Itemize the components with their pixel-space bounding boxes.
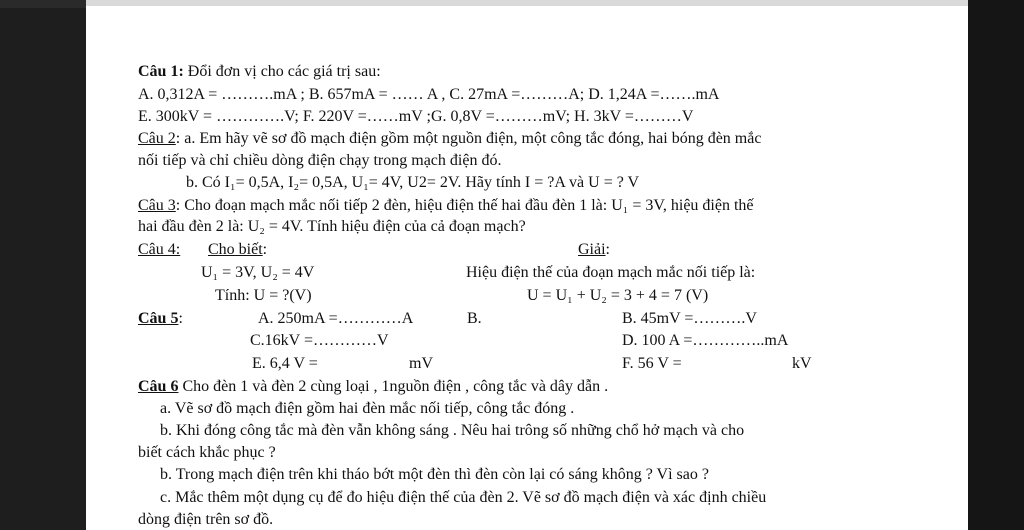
question-5-item-d: D. 100 A =…………..mA bbox=[622, 332, 789, 349]
question-5-item-e: E. 6,4 V = bbox=[252, 355, 318, 372]
question-3-text: : Cho đoạn mạch mắc nối tiếp 2 đèn, hiệu điện thế hai đầu đèn 1 là: U₁ = 3V, hiệu điện thế bbox=[175, 197, 754, 214]
question-6-part-c-cont: dòng điện trên sơ đồ. bbox=[138, 511, 274, 528]
question-5-item-e-unit: mV bbox=[409, 355, 433, 372]
question-1-label: Câu 1: bbox=[138, 63, 184, 80]
question-2-text: : a. Em hãy vẽ sơ đồ mạch điện gồm một nguồn điện, một công tắc đóng, hai bóng đèn mắc bbox=[175, 130, 762, 147]
question-2-label: Câu 2 bbox=[138, 130, 176, 147]
question-6-part-a: a. Vẽ sơ đồ mạch điện gồm hai đèn mắc nối tiếp, công tắc đóng . bbox=[160, 400, 575, 417]
question-6-part-b1: b. Khi đóng công tắc mà đèn vẫn không sáng . Nêu hai trông số những chổ hở mạch và cho bbox=[160, 422, 745, 439]
question-6-label: Câu 6 bbox=[138, 378, 179, 395]
question-5-item-b: B. 45mV =……….V bbox=[622, 310, 757, 327]
question-5-label: Câu 5: bbox=[138, 310, 183, 327]
question-3-label: Câu 3 bbox=[138, 197, 176, 214]
question-4-given-values: U₁ = 3V, U₂ = 4V bbox=[201, 264, 315, 281]
question-5-item-f: F. 56 V = bbox=[622, 355, 682, 372]
question-4-label: Câu 4: bbox=[138, 241, 181, 258]
question-5-item-a: A. 250mA =…………A bbox=[258, 310, 414, 327]
question-4-given-heading: Cho biết: bbox=[208, 241, 268, 258]
question-1-row-a: A. 0,312A = ……….mA ; B. 657mA = …… A , C. 27mA =………A; D. 1,24A =…….mA bbox=[138, 86, 720, 103]
question-4-solution-line-1: Hiệu điện thế của đoạn mạch mắc nối tiếp là: bbox=[466, 264, 756, 281]
question-2-text-cont: nối tiếp và chỉ chiều dòng điện chạy trong mạch điện đó. bbox=[138, 152, 502, 169]
question-3-text-cont: hai đầu đèn 2 là: U₂ = 4V. Tính hiệu điện của cả đoạn mạch? bbox=[138, 218, 526, 235]
question-4-find: Tính: U = ?(V) bbox=[215, 287, 312, 304]
question-1-row-e: E. 300kV = ………….V; F. 220V =……mV ;G. 0,8V =………mV; H. 3kV =………V bbox=[138, 108, 694, 125]
question-2-line bbox=[138, 130, 761, 148]
question-6-text: Cho đèn 1 và đèn 2 cùng loại , 1nguồn điện , công tắc và dây dẫn . bbox=[178, 378, 609, 395]
question-5-stray-b: B. bbox=[467, 310, 482, 327]
question-5-item-c: C.16kV =…………V bbox=[250, 332, 389, 349]
question-4-solution-line-2: U = U₁ + U₂ = 3 + 4 = 7 (V) bbox=[527, 287, 709, 304]
question-1-heading bbox=[138, 63, 381, 81]
page-top-edge bbox=[86, 0, 968, 6]
viewer-right-margin bbox=[968, 0, 1024, 530]
question-2-part-b: b. Có I₁= 0,5A, I₂= 0,5A, U₁= 4V, U2= 2V. Hãy tính I = ?A và U = ? V bbox=[186, 174, 640, 191]
question-3-line bbox=[138, 197, 754, 215]
question-5-item-f-unit: kV bbox=[792, 355, 812, 372]
question-1-prompt: Đổi đơn vị cho các giá trị sau: bbox=[183, 63, 381, 80]
question-6-line bbox=[138, 378, 608, 396]
question-6-part-b1-cont: biết cách khắc phục ? bbox=[138, 444, 276, 461]
question-4-solution-heading: Giải: bbox=[578, 241, 610, 258]
question-6-part-b2: b. Trong mạch điện trên khi tháo bớt một đèn thì đèn còn lại có sáng không ? Vì sao ? bbox=[160, 466, 709, 483]
question-6-part-c: c. Mắc thêm một dụng cụ để đo hiệu điện thế của đèn 2. Vẽ sơ đồ mạch điện và xác định chiều bbox=[160, 489, 767, 506]
